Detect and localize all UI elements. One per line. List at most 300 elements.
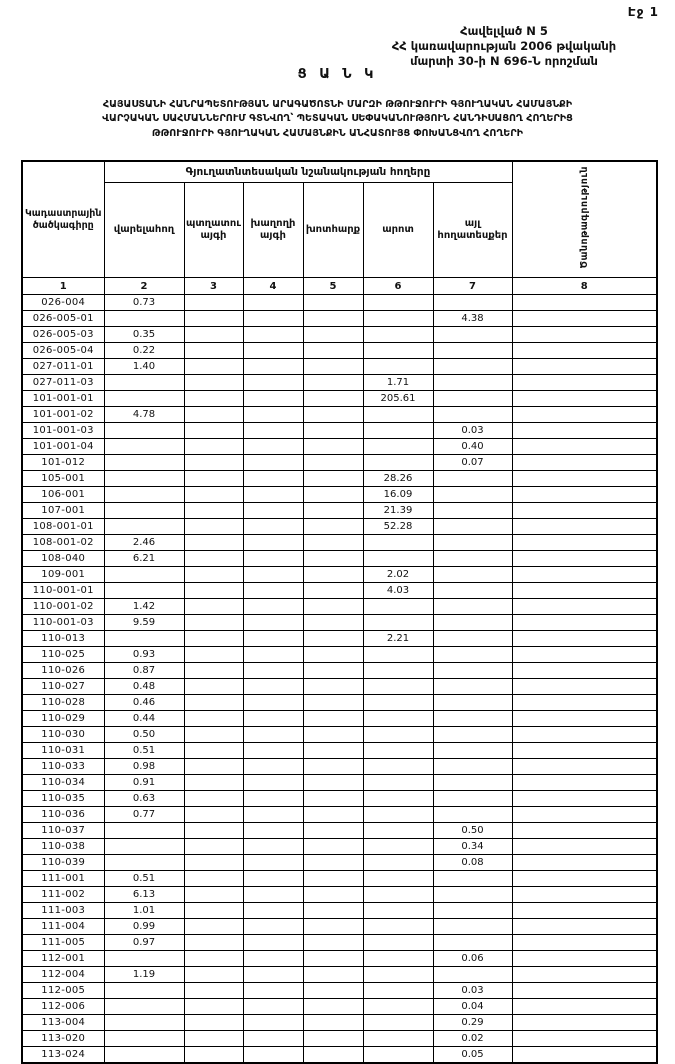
cell-vineyard bbox=[243, 471, 303, 487]
cell-hayfield bbox=[303, 807, 363, 823]
table-row bbox=[22, 471, 657, 487]
cell-arable bbox=[104, 487, 184, 503]
cell-arable bbox=[104, 839, 184, 855]
cell-pasture bbox=[363, 615, 433, 631]
cell-vineyard bbox=[243, 935, 303, 951]
cell-cadastral-code: 110-033 bbox=[22, 759, 104, 775]
cell-fruit-orchard bbox=[184, 679, 243, 695]
cell-cadastral-code: 112-004 bbox=[22, 967, 104, 983]
table-row bbox=[22, 871, 657, 887]
cell-other-land-types bbox=[433, 295, 512, 311]
cell-arable: 0.97 bbox=[104, 935, 184, 951]
cell-cadastral-code: 110-030 bbox=[22, 727, 104, 743]
cell-arable bbox=[104, 1047, 184, 1064]
cell-vineyard bbox=[243, 759, 303, 775]
table-row bbox=[22, 455, 657, 471]
cell-hayfield bbox=[303, 615, 363, 631]
table-row bbox=[22, 1031, 657, 1047]
cell-vineyard bbox=[243, 615, 303, 631]
cell-vineyard bbox=[243, 535, 303, 551]
cell-other-land-types bbox=[433, 391, 512, 407]
cell-hayfield bbox=[303, 311, 363, 327]
cell-note bbox=[512, 999, 657, 1015]
cell-note bbox=[512, 903, 657, 919]
table-row bbox=[22, 791, 657, 807]
cell-vineyard bbox=[243, 551, 303, 567]
cell-other-land-types: 0.29 bbox=[433, 1015, 512, 1031]
cell-note bbox=[512, 455, 657, 471]
cell-other-land-types bbox=[433, 615, 512, 631]
cell-vineyard bbox=[243, 999, 303, 1015]
cell-other-land-types bbox=[433, 551, 512, 567]
cell-cadastral-code: 110-036 bbox=[22, 807, 104, 823]
cell-arable bbox=[104, 439, 184, 455]
cell-pasture bbox=[363, 999, 433, 1015]
cell-note bbox=[512, 551, 657, 567]
cell-other-land-types bbox=[433, 631, 512, 647]
table-row bbox=[22, 983, 657, 999]
table-row bbox=[22, 695, 657, 711]
cell-pasture bbox=[363, 327, 433, 343]
cell-cadastral-code: 110-001-01 bbox=[22, 583, 104, 599]
cell-arable: 1.01 bbox=[104, 903, 184, 919]
cell-note bbox=[512, 375, 657, 391]
cell-pasture bbox=[363, 695, 433, 711]
cell-arable bbox=[104, 1015, 184, 1031]
cell-pasture bbox=[363, 311, 433, 327]
cell-pasture: 28.26 bbox=[363, 471, 433, 487]
table-row bbox=[22, 503, 657, 519]
cell-arable: 0.46 bbox=[104, 695, 184, 711]
cell-arable: 9.59 bbox=[104, 615, 184, 631]
cell-note bbox=[512, 695, 657, 711]
cell-cadastral-code: 112-006 bbox=[22, 999, 104, 1015]
cell-vineyard bbox=[243, 375, 303, 391]
cell-fruit-orchard bbox=[184, 791, 243, 807]
cell-arable: 1.40 bbox=[104, 359, 184, 375]
cell-note bbox=[512, 327, 657, 343]
cell-note bbox=[512, 775, 657, 791]
cell-arable: 0.77 bbox=[104, 807, 184, 823]
cell-note bbox=[512, 1031, 657, 1047]
cell-vineyard bbox=[243, 663, 303, 679]
cell-pasture bbox=[363, 727, 433, 743]
cell-fruit-orchard bbox=[184, 631, 243, 647]
cell-arable: 1.19 bbox=[104, 967, 184, 983]
cell-fruit-orchard bbox=[184, 727, 243, 743]
cell-fruit-orchard bbox=[184, 967, 243, 983]
cell-vineyard bbox=[243, 439, 303, 455]
cell-arable: 1.42 bbox=[104, 599, 184, 615]
cell-hayfield bbox=[303, 791, 363, 807]
cell-arable: 4.78 bbox=[104, 407, 184, 423]
cell-pasture bbox=[363, 759, 433, 775]
cell-vineyard bbox=[243, 711, 303, 727]
cell-hayfield bbox=[303, 599, 363, 615]
table-row bbox=[22, 663, 657, 679]
cell-note bbox=[512, 967, 657, 983]
cell-arable bbox=[104, 455, 184, 471]
cell-other-land-types bbox=[433, 903, 512, 919]
table-row bbox=[22, 775, 657, 791]
cell-arable bbox=[104, 567, 184, 583]
cell-arable bbox=[104, 503, 184, 519]
cell-note bbox=[512, 855, 657, 871]
cell-pasture bbox=[363, 839, 433, 855]
cell-other-land-types: 0.50 bbox=[433, 823, 512, 839]
cell-other-land-types bbox=[433, 759, 512, 775]
cell-pasture bbox=[363, 679, 433, 695]
table-row bbox=[22, 343, 657, 359]
cell-hayfield bbox=[303, 503, 363, 519]
cell-vineyard bbox=[243, 407, 303, 423]
cell-pasture bbox=[363, 871, 433, 887]
cell-note bbox=[512, 1047, 657, 1064]
cell-vineyard bbox=[243, 887, 303, 903]
cell-note bbox=[512, 727, 657, 743]
cell-note bbox=[512, 759, 657, 775]
cell-hayfield bbox=[303, 391, 363, 407]
cell-fruit-orchard bbox=[184, 471, 243, 487]
cell-hayfield bbox=[303, 743, 363, 759]
cell-pasture bbox=[363, 791, 433, 807]
cell-hayfield bbox=[303, 487, 363, 503]
cell-note bbox=[512, 647, 657, 663]
cell-other-land-types bbox=[433, 343, 512, 359]
appendix-line-3: մարտի 30-ի N 696-Ն որոշման bbox=[410, 53, 598, 68]
column-number: 6 bbox=[363, 278, 433, 295]
cell-note bbox=[512, 343, 657, 359]
cell-fruit-orchard bbox=[184, 503, 243, 519]
cell-fruit-orchard bbox=[184, 439, 243, 455]
cell-vineyard bbox=[243, 599, 303, 615]
cell-fruit-orchard bbox=[184, 1015, 243, 1031]
cell-vineyard bbox=[243, 1047, 303, 1064]
cell-pasture bbox=[363, 807, 433, 823]
cell-arable: 0.22 bbox=[104, 343, 184, 359]
cell-cadastral-code: 106-001 bbox=[22, 487, 104, 503]
cell-hayfield bbox=[303, 903, 363, 919]
cell-other-land-types bbox=[433, 535, 512, 551]
cell-hayfield bbox=[303, 519, 363, 535]
cell-fruit-orchard bbox=[184, 519, 243, 535]
cell-note bbox=[512, 295, 657, 311]
cell-fruit-orchard bbox=[184, 455, 243, 471]
cell-note bbox=[512, 423, 657, 439]
cell-cadastral-code: 112-001 bbox=[22, 951, 104, 967]
cell-note bbox=[512, 1015, 657, 1031]
cell-vineyard bbox=[243, 583, 303, 599]
document-title: Ց Ա Ն Կ bbox=[297, 67, 378, 82]
cell-hayfield bbox=[303, 967, 363, 983]
cell-fruit-orchard bbox=[184, 551, 243, 567]
cell-arable: 6.21 bbox=[104, 551, 184, 567]
cell-hayfield bbox=[303, 1015, 363, 1031]
cell-cadastral-code: 110-029 bbox=[22, 711, 104, 727]
cell-arable: 0.99 bbox=[104, 919, 184, 935]
cell-cadastral-code: 110-039 bbox=[22, 855, 104, 871]
cell-pasture bbox=[363, 295, 433, 311]
cell-hayfield bbox=[303, 327, 363, 343]
cell-fruit-orchard bbox=[184, 759, 243, 775]
cell-hayfield bbox=[303, 951, 363, 967]
cell-other-land-types bbox=[433, 503, 512, 519]
cell-other-land-types bbox=[433, 519, 512, 535]
cell-arable: 2.46 bbox=[104, 535, 184, 551]
cell-pasture bbox=[363, 599, 433, 615]
cell-vineyard bbox=[243, 839, 303, 855]
cell-fruit-orchard bbox=[184, 935, 243, 951]
table-row bbox=[22, 647, 657, 663]
cell-note bbox=[512, 615, 657, 631]
cell-note bbox=[512, 567, 657, 583]
cell-arable bbox=[104, 391, 184, 407]
cell-pasture: 16.09 bbox=[363, 487, 433, 503]
cell-cadastral-code: 107-001 bbox=[22, 503, 104, 519]
land-parcels-table bbox=[21, 160, 658, 1064]
cell-fruit-orchard bbox=[184, 807, 243, 823]
cell-vineyard bbox=[243, 1015, 303, 1031]
cell-other-land-types: 0.03 bbox=[433, 423, 512, 439]
cell-hayfield bbox=[303, 1047, 363, 1064]
cell-cadastral-code: 109-001 bbox=[22, 567, 104, 583]
cell-fruit-orchard bbox=[184, 775, 243, 791]
cell-hayfield bbox=[303, 823, 363, 839]
column-number: 5 bbox=[303, 278, 363, 295]
cell-hayfield bbox=[303, 375, 363, 391]
cell-fruit-orchard bbox=[184, 327, 243, 343]
cell-vineyard bbox=[243, 343, 303, 359]
cell-cadastral-code: 112-005 bbox=[22, 983, 104, 999]
table-row bbox=[22, 679, 657, 695]
cell-other-land-types: 0.06 bbox=[433, 951, 512, 967]
cell-hayfield bbox=[303, 711, 363, 727]
cell-other-land-types bbox=[433, 967, 512, 983]
cell-pasture bbox=[363, 1031, 433, 1047]
cell-hayfield bbox=[303, 535, 363, 551]
table-row bbox=[22, 759, 657, 775]
cell-cadastral-code: 111-002 bbox=[22, 887, 104, 903]
cell-vineyard bbox=[243, 487, 303, 503]
subtitle-line-3: ԹԹՈՒՋՈՒՐԻ ԳՅՈՒՂԱԿԱՆ ՀԱՄԱՅՆՔԻՆ ԱՆՀԱՏՈՒՅՑ ՓՈԽԱՆՑՎՈՂ ՀՈՂԵՐԻ bbox=[151, 127, 524, 139]
cell-other-land-types bbox=[433, 791, 512, 807]
cell-vineyard bbox=[243, 807, 303, 823]
table-row bbox=[22, 727, 657, 743]
table-row bbox=[22, 519, 657, 535]
cell-other-land-types: 0.04 bbox=[433, 999, 512, 1015]
cell-note bbox=[512, 711, 657, 727]
cell-vineyard bbox=[243, 567, 303, 583]
cell-fruit-orchard bbox=[184, 583, 243, 599]
cell-note bbox=[512, 535, 657, 551]
table-row bbox=[22, 999, 657, 1015]
cell-fruit-orchard bbox=[184, 359, 243, 375]
cell-note bbox=[512, 983, 657, 999]
cell-cadastral-code: 110-026 bbox=[22, 663, 104, 679]
cell-cadastral-code: 108-001-02 bbox=[22, 535, 104, 551]
cell-arable bbox=[104, 311, 184, 327]
header-pasture: արոտ bbox=[363, 183, 433, 278]
cell-hayfield bbox=[303, 935, 363, 951]
cell-arable: 0.73 bbox=[104, 295, 184, 311]
cell-pasture bbox=[363, 647, 433, 663]
cell-note bbox=[512, 599, 657, 615]
cell-note bbox=[512, 951, 657, 967]
cell-hayfield bbox=[303, 295, 363, 311]
table-row bbox=[22, 423, 657, 439]
cell-cadastral-code: 101-001-01 bbox=[22, 391, 104, 407]
cell-cadastral-code: 101-012 bbox=[22, 455, 104, 471]
cell-hayfield bbox=[303, 439, 363, 455]
cell-vineyard bbox=[243, 791, 303, 807]
column-number: 1 bbox=[22, 278, 104, 295]
cell-cadastral-code: 105-001 bbox=[22, 471, 104, 487]
cell-pasture bbox=[363, 551, 433, 567]
cell-fruit-orchard bbox=[184, 535, 243, 551]
header-hayfield: խոտհարք bbox=[303, 183, 363, 278]
cell-cadastral-code: 113-020 bbox=[22, 1031, 104, 1047]
cell-note bbox=[512, 503, 657, 519]
cell-arable bbox=[104, 471, 184, 487]
table-row bbox=[22, 839, 657, 855]
cell-pasture bbox=[363, 951, 433, 967]
cell-other-land-types bbox=[433, 647, 512, 663]
table-row bbox=[22, 935, 657, 951]
table-row bbox=[22, 951, 657, 967]
cell-cadastral-code: 113-004 bbox=[22, 1015, 104, 1031]
cell-cadastral-code: 101-001-02 bbox=[22, 407, 104, 423]
cell-arable bbox=[104, 519, 184, 535]
cell-hayfield bbox=[303, 871, 363, 887]
cell-fruit-orchard bbox=[184, 919, 243, 935]
cell-hayfield bbox=[303, 551, 363, 567]
cell-other-land-types bbox=[433, 695, 512, 711]
cell-vineyard bbox=[243, 695, 303, 711]
cell-pasture bbox=[363, 535, 433, 551]
cell-note bbox=[512, 791, 657, 807]
cell-hayfield bbox=[303, 919, 363, 935]
cell-fruit-orchard bbox=[184, 903, 243, 919]
table-row bbox=[22, 631, 657, 647]
appendix-reference bbox=[339, 24, 669, 69]
cell-note bbox=[512, 823, 657, 839]
cell-arable bbox=[104, 999, 184, 1015]
cell-hayfield bbox=[303, 999, 363, 1015]
cell-other-land-types bbox=[433, 359, 512, 375]
cell-note bbox=[512, 471, 657, 487]
cell-cadastral-code: 027-011-03 bbox=[22, 375, 104, 391]
header-arable: վարելահող bbox=[104, 183, 184, 278]
cell-vineyard bbox=[243, 903, 303, 919]
appendix-line-1: Հավելված N 5 bbox=[460, 24, 548, 38]
cell-note bbox=[512, 359, 657, 375]
cell-cadastral-code: 110-001-03 bbox=[22, 615, 104, 631]
cell-pasture bbox=[363, 711, 433, 727]
cell-vineyard bbox=[243, 423, 303, 439]
cell-vineyard bbox=[243, 311, 303, 327]
cell-arable: 6.13 bbox=[104, 887, 184, 903]
cell-cadastral-code: 110-031 bbox=[22, 743, 104, 759]
cell-cadastral-code: 110-027 bbox=[22, 679, 104, 695]
cell-pasture: 4.03 bbox=[363, 583, 433, 599]
cell-cadastral-code: 111-005 bbox=[22, 935, 104, 951]
cell-cadastral-code: 026-005-01 bbox=[22, 311, 104, 327]
cell-other-land-types bbox=[433, 567, 512, 583]
table-row bbox=[22, 295, 657, 311]
column-number: 8 bbox=[512, 278, 657, 295]
cell-cadastral-code: 111-003 bbox=[22, 903, 104, 919]
table-row bbox=[22, 615, 657, 631]
cell-fruit-orchard bbox=[184, 1031, 243, 1047]
cell-note bbox=[512, 887, 657, 903]
cell-vineyard bbox=[243, 855, 303, 871]
cell-pasture: 2.02 bbox=[363, 567, 433, 583]
cell-other-land-types bbox=[433, 871, 512, 887]
cell-other-land-types bbox=[433, 887, 512, 903]
cell-note bbox=[512, 487, 657, 503]
cell-fruit-orchard bbox=[184, 983, 243, 999]
cell-arable bbox=[104, 951, 184, 967]
cell-vineyard bbox=[243, 919, 303, 935]
cell-pasture bbox=[363, 455, 433, 471]
cell-hayfield bbox=[303, 855, 363, 871]
cell-cadastral-code: 026-005-04 bbox=[22, 343, 104, 359]
cell-vineyard bbox=[243, 391, 303, 407]
cell-fruit-orchard bbox=[184, 823, 243, 839]
cell-vineyard bbox=[243, 679, 303, 695]
cell-other-land-types: 0.02 bbox=[433, 1031, 512, 1047]
cell-note bbox=[512, 807, 657, 823]
cell-vineyard bbox=[243, 951, 303, 967]
cell-fruit-orchard bbox=[184, 423, 243, 439]
cell-note bbox=[512, 919, 657, 935]
cell-vineyard bbox=[243, 727, 303, 743]
cell-other-land-types: 4.38 bbox=[433, 311, 512, 327]
cell-fruit-orchard bbox=[184, 375, 243, 391]
cell-cadastral-code: 110-037 bbox=[22, 823, 104, 839]
cell-other-land-types bbox=[433, 471, 512, 487]
document-subtitle bbox=[18, 98, 657, 141]
cell-cadastral-code: 026-004 bbox=[22, 295, 104, 311]
header-group-row bbox=[22, 161, 657, 183]
cell-vineyard bbox=[243, 519, 303, 535]
cell-other-land-types: 0.34 bbox=[433, 839, 512, 855]
table-row bbox=[22, 1047, 657, 1064]
cell-pasture: 205.61 bbox=[363, 391, 433, 407]
cell-arable: 0.35 bbox=[104, 327, 184, 343]
cell-note bbox=[512, 871, 657, 887]
cell-arable: 0.63 bbox=[104, 791, 184, 807]
cell-fruit-orchard bbox=[184, 999, 243, 1015]
table-row bbox=[22, 551, 657, 567]
subtitle-line-2: ՎԱՐՉԱԿԱՆ ՍԱՀՄԱՆՆԵՐՈՒՄ ԳՏՆՎՈՂ՝ ՊԵՏԱԿԱՆ ՍԵՓԱԿԱՆՈՒԹՅՈՒՆ ՀԱՆԴԻՍԱՑՈՂ ՀՈՂԵՐԻՑ bbox=[102, 113, 573, 125]
column-number: 4 bbox=[243, 278, 303, 295]
cell-fruit-orchard bbox=[184, 951, 243, 967]
cell-arable: 0.50 bbox=[104, 727, 184, 743]
cell-other-land-types: 0.03 bbox=[433, 983, 512, 999]
header-other-land-types: այլ հողատեսքեր bbox=[433, 183, 512, 278]
table-body bbox=[22, 295, 657, 1064]
cell-cadastral-code: 110-035 bbox=[22, 791, 104, 807]
cell-other-land-types bbox=[433, 407, 512, 423]
cell-other-land-types bbox=[433, 727, 512, 743]
cell-other-land-types bbox=[433, 679, 512, 695]
cell-cadastral-code: 108-001-01 bbox=[22, 519, 104, 535]
column-number: 7 bbox=[433, 278, 512, 295]
cell-vineyard bbox=[243, 871, 303, 887]
table-row bbox=[22, 359, 657, 375]
cell-fruit-orchard bbox=[184, 887, 243, 903]
